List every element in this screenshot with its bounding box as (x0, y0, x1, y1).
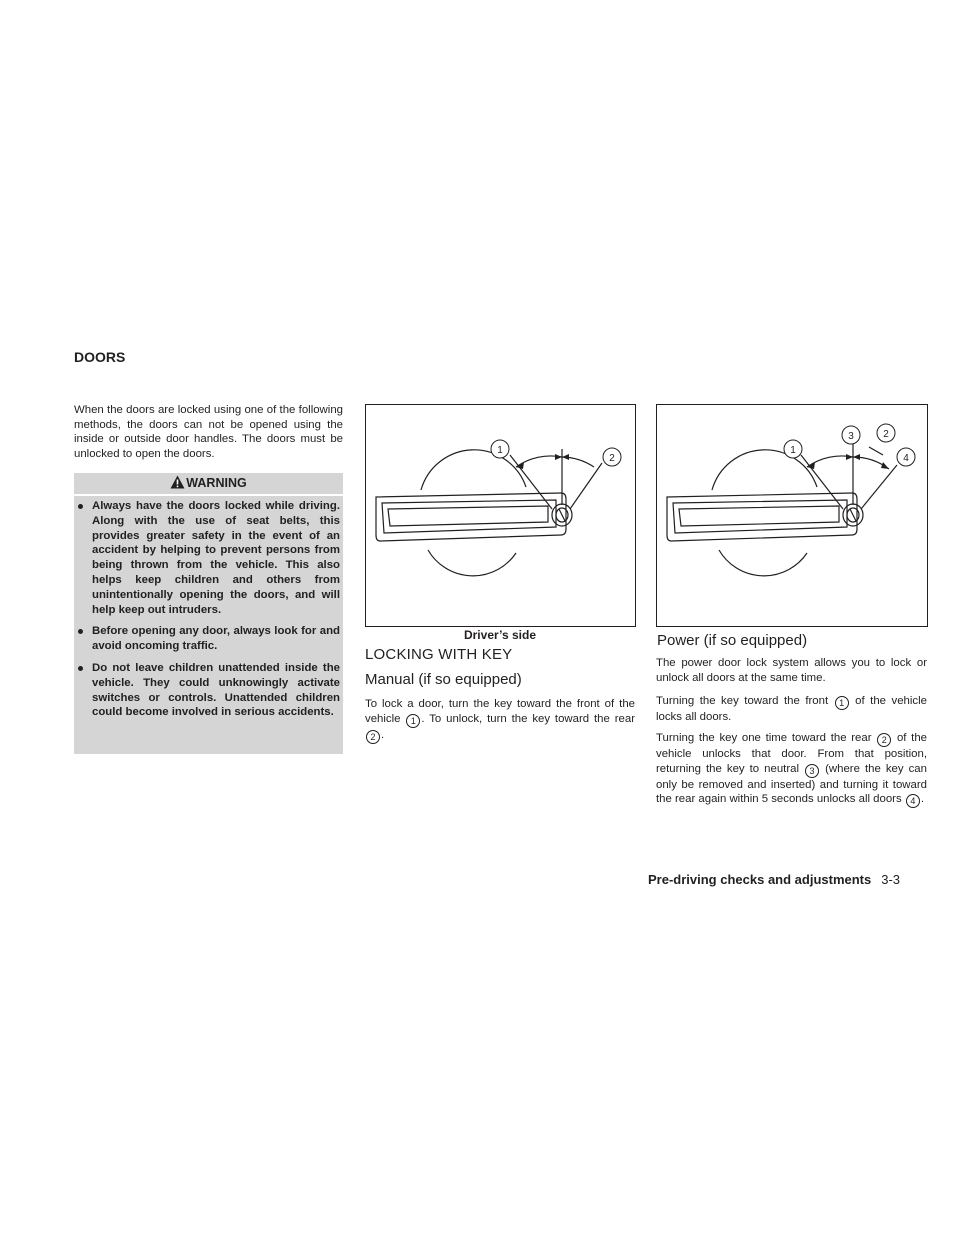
marker-3-icon: 3 (805, 764, 819, 778)
power-text: of the vehicle locks all doors. (656, 695, 927, 723)
figure2-callout-1: 1 (790, 445, 796, 456)
figure-drivers-side (365, 404, 636, 627)
manual-text: To lock a door, turn the key toward the front of the vehicle (365, 698, 635, 725)
manual-heading: Manual (if so equipped) (365, 671, 522, 688)
power-paragraph-3 (656, 731, 927, 808)
figure2-callout-4: 4 (903, 453, 909, 464)
power-text: (where the key can only be removed and inserted) and turning it toward the rear again within 5 seconds unlocks all doors (656, 762, 927, 806)
marker-1-icon: 1 (835, 696, 849, 710)
door-handle-power-diagram (657, 405, 927, 626)
warning-item-text: Do not leave children unattended inside the vehicle. They could unknowingly activate switches or controls. Unattended children could become involved in serious accidents. (92, 661, 340, 719)
warning-title: WARNING (186, 476, 247, 490)
bullet-icon (78, 666, 83, 671)
marker-2-icon: 2 (877, 733, 891, 747)
figure2-callout-2: 2 (883, 429, 889, 440)
warning-item-text: Always have the doors locked while driving. Along with the use of seat belts, this provides greater safety in the event of an accident by helping to prevent persons from being thrown from the vehicle. This also helps keep children and others from unintentionally opening the doors, and will help keep out intruders. (92, 500, 340, 616)
power-text: . (920, 793, 925, 806)
intro-paragraph: When the doors are locked using one of the following methods, the doors can not be opened using the inside or outside door handles. The doors must be unlocked to open the doors. (74, 404, 343, 461)
page-footer (648, 872, 928, 887)
figure-power (656, 404, 928, 627)
manual-paragraph (365, 697, 635, 744)
warning-item (74, 624, 343, 654)
warning-item (74, 499, 343, 617)
power-paragraph-1: The power door lock system allows you to lock or unlock all doors at the same time. (656, 657, 927, 684)
power-text: of the vehicle unlocks that door. From that position, returning the key to neutral (656, 732, 928, 775)
power-text: Turning the key one time toward the rear (656, 732, 872, 744)
marker-4-icon: 4 (906, 794, 920, 808)
marker-1-icon: 1 (406, 714, 420, 728)
page-number: 3-3 (881, 872, 901, 887)
bullet-icon (78, 504, 83, 509)
power-text: Turning the key toward the front (656, 695, 829, 707)
bullet-icon (78, 629, 83, 634)
locking-heading: LOCKING WITH KEY (365, 646, 513, 663)
warning-triangle-icon (170, 475, 185, 489)
manual-text: . (381, 728, 385, 741)
warning-header (74, 473, 343, 496)
figure2-callout-3: 3 (848, 431, 854, 442)
section-title: DOORS (74, 349, 126, 365)
warning-item (74, 661, 343, 720)
door-handle-diagram (366, 405, 635, 626)
marker-2-icon: 2 (366, 730, 380, 744)
warning-list (74, 499, 343, 720)
figure1-caption: Driver’s side (463, 628, 537, 642)
power-heading: Power (if so equipped) (657, 632, 808, 649)
warning-box (74, 473, 343, 754)
figure1-callout-2: 2 (609, 453, 615, 464)
power-paragraph-2 (656, 694, 927, 725)
footer-chapter: Pre-driving checks and adjustments (648, 872, 872, 887)
warning-item-text: Before opening any door, always look for and avoid oncoming traffic. (92, 625, 340, 653)
manual-text: . To unlock, turn the key toward the rear (421, 712, 635, 725)
figure1-callout-1: 1 (497, 445, 503, 456)
